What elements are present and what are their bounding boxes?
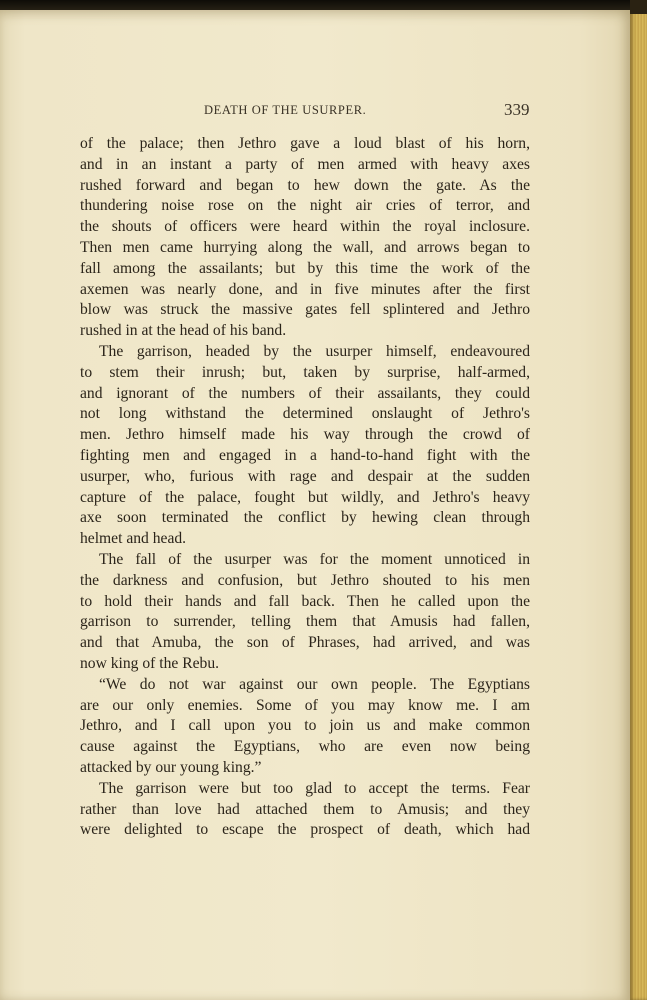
text-line: are our only enemies. Some of you may know me. I am [80,696,530,714]
text-line: helmet and head. [80,530,187,548]
text-line: were delighted to escape the prospect of death, which had [80,821,530,839]
running-head: DEATH OF THE USURPER. [204,103,367,117]
text-line: the darkness and confusion, but Jethro shouted to his men [80,571,530,589]
text-line: usurper, who, furious with rage and despair at the sudden [80,467,530,485]
text-line: blow was struck the massive gates fell splintered and Jethro [80,301,530,319]
text-line: The garrison, headed by the usurper himself, endeavoured [99,342,530,360]
text-line: rather than love had attached them to Amusis; and they [80,800,530,818]
page-edges [630,10,647,1000]
text-line: capture of the palace, fought but wildly, and Jethro's heavy [80,488,530,506]
text-line: Then men came hurrying along the wall, and arrows began to [80,238,530,256]
text-line: now king of the Rebu. [80,654,220,672]
text-line: to stem their inrush; but, taken by surprise, half-armed, [80,363,530,381]
page-edges-shadow [630,0,647,14]
text-line: axemen was nearly done, and in five minutes after the first [80,280,530,298]
text-line: the shouts of officers were heard within the royal inclosure. [80,218,530,236]
text-line: thundering noise rose on the night air cries of terror, and [80,197,530,215]
text-line: fighting men and engaged in a hand-to-hand fight with the [80,446,530,464]
text-line: not long withstand the determined onslaught of Jethro's [80,405,530,423]
text-line: fall among the assailants; but by this time the work of the [80,259,530,277]
body-text [80,134,530,841]
text-line: of the palace; then Jethro gave a loud blast of his horn, [80,135,530,152]
text-line: men. Jethro himself made his way through the crowd of [80,426,530,444]
text-line: axe soon terminated the conflict by hewing clean through [80,509,530,527]
text-line: The garrison were but too glad to accept the terms. Fear [99,779,530,797]
text-line: and ignorant of the numbers of their assailants, they could [80,384,530,402]
text-line: and that Amuba, the son of Phrases, had arrived, and was [80,634,530,652]
text-line: rushed in at the head of his band. [80,322,287,340]
text-line: cause against the Egyptians, who are even now being [80,738,530,756]
text-line: The fall of the usurper was for the moment unnoticed in [99,550,530,568]
text-line: garrison to surrender, telling them that Amusis had fallen, [80,613,530,631]
text-line: rushed forward and began to hew down the gate. As the [80,176,530,194]
text-line: and in an instant a party of men armed with heavy axes [80,155,530,173]
text-line: Jethro, and I call upon you to join us and make common [80,717,530,735]
text-line: attacked by our young king.” [80,758,262,776]
text-line: “We do not war against our own people. The Egyptians [99,675,530,693]
text-line: to hold their hands and fall back. Then he called upon the [80,592,530,610]
page-number: 339 [504,100,530,119]
